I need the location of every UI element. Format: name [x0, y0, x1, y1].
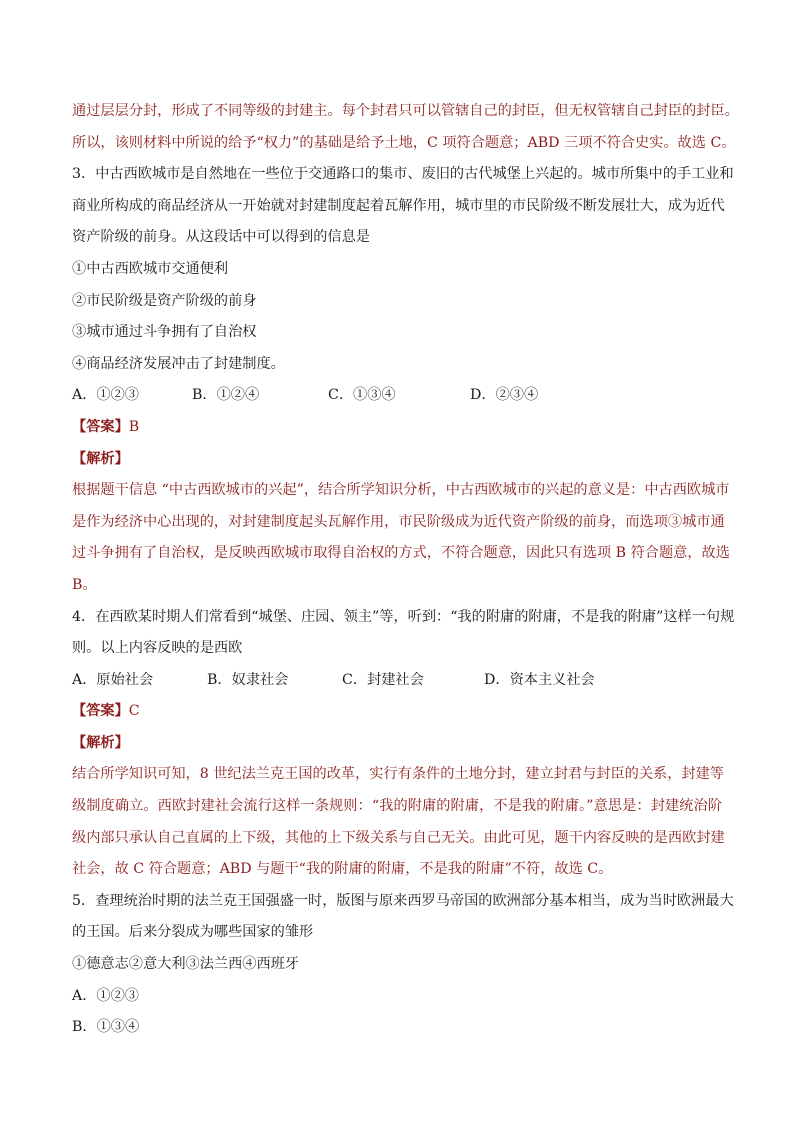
q3-statement-4: ④商品经济发展冲击了封建制度。: [72, 355, 285, 372]
q5-stem-line-2: 的王国。后来分裂成为哪些国家的雏形: [72, 924, 314, 941]
q3-option-a: A．①②③: [72, 387, 139, 404]
prev-analysis-line-1: 通过层层分封，形成了不同等级的封建主。每个封君只可以管辖自己的封臣，但无权管辖自己封臣的封臣。: [72, 103, 739, 119]
question-4: [72, 602, 735, 886]
q3-analysis-line-1: 根据题干信息 “中古西欧城市的兴起”，结合所学知识分析，中古西欧城市的兴起的意义是：中古西欧城市: [72, 482, 730, 499]
q4-answer-label: 【答案】: [72, 703, 129, 720]
q5-option-b: B．①③④: [72, 1019, 140, 1036]
q3-analysis-line-2: 是作为经济中心出现的，对封建制度起头瓦解作用，市民阶级成为近代资产阶级的前身，而选项③城市通: [72, 513, 725, 530]
q3-statement-2: ②市民阶级是资产阶级的前身: [72, 292, 257, 309]
q4-analysis-line-2: 级制度确立。西欧封建社会流行这样一条规则：“我的附庸的附庸，不是我的附庸。”意思是：封建统治阶: [72, 798, 722, 815]
q4-option-d: D．资本主义社会: [484, 671, 595, 688]
q3-answer-label: 【答案】: [72, 418, 129, 435]
q5-stem-line-1: 5．查理统治时期的法兰克王国强盛一时，版图与原来西罗马帝国的欧洲部分基本相当，成为当时欧洲最大: [72, 892, 734, 909]
q4-options: [72, 665, 722, 697]
q3-analysis-line-4: B。: [72, 576, 97, 593]
question-3: [72, 159, 734, 601]
q3-answer: [72, 412, 722, 444]
q4-analysis-line-3: 级内部只承认自己直属的上下级，其他的上下级关系与自己无关。由此可见，题干内容反映的是西欧封建: [72, 829, 725, 846]
prev-analysis-line-2: 所以，该则材料中所说的给予“权力”的基础是给予土地，C 项符合题意；ABD 三项不符合史实。故选 C。: [72, 134, 736, 151]
q3-statement-3: ③城市通过斗争拥有了自治权: [72, 324, 257, 341]
q3-analysis-label: 【解析】: [72, 450, 129, 467]
q3-statement-1: ①中古西欧城市交通便利: [72, 260, 229, 277]
document-page: [72, 96, 739, 1044]
q4-analysis-line-1: 结合所学知识可知，8 世纪法兰克王国的改革，实行有条件的土地分封，建立封君与封臣的关系，封建等: [72, 766, 724, 783]
q3-options: [72, 380, 722, 412]
q4-stem-line-2: 则。以上内容反映的是西欧: [72, 640, 243, 657]
q4-analysis-line-4: 社会，故 C 符合题意；ABD 与题干“我的附庸的附庸，不是我的附庸”不符，故选 C。: [72, 861, 613, 878]
q4-answer-value: C: [128, 703, 140, 720]
q3-stem-line-1: 3．中古西欧城市是自然地在一些位于交通路口的集市、废旧的古代城堡上兴起的。城市所集中的手工业和: [72, 166, 734, 183]
q3-option-c: C．①③④: [328, 387, 396, 404]
question-5: [72, 886, 734, 1044]
q3-analysis-line-3: 过斗争拥有了自治权，是反映西欧城市取得自治权的方式，不符合题意，因此只有选项 B 符合题意，故选: [72, 545, 730, 562]
q3-answer-value: B: [128, 418, 140, 435]
q4-option-b: B．奴隶社会: [207, 671, 289, 688]
q4-analysis-label: 【解析】: [72, 734, 129, 751]
q4-stem-line-1: 4．在西欧某时期人们常看到“城堡、庄园、领主”等，听到：“我的附庸的附庸，不是我的附庸”这样一句规: [72, 608, 735, 625]
q4-option-c: C．封建社会: [342, 671, 424, 688]
q3-stem-line-3: 资产阶级的前身。从这段话中可以得到的信息是: [72, 229, 370, 246]
q5-statements: ①德意志②意大利③法兰西④西班牙: [72, 956, 300, 973]
q3-stem-line-2: 商业所构成的商品经济从一开始就对封建制度起着瓦解作用，城市里的市民阶级不断发展壮大，成为近代: [72, 197, 725, 214]
q4-answer: [72, 696, 722, 728]
q4-option-a: A．原始社会: [72, 671, 154, 688]
q5-option-a: A．①②③: [72, 987, 139, 1004]
q3-option-d: D．②③④: [470, 387, 539, 404]
q3-option-b: B．①②④: [192, 387, 260, 404]
